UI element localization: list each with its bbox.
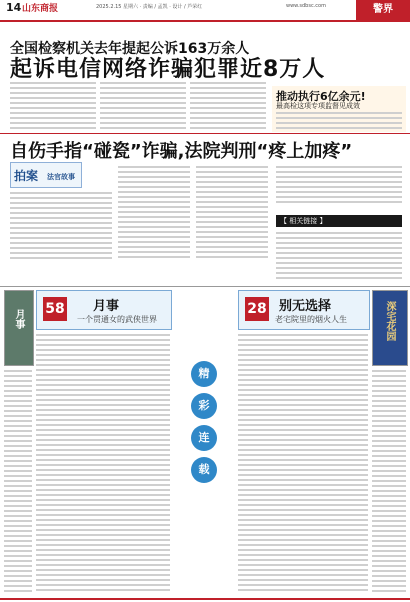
- feature-body-col-3: [196, 166, 268, 261]
- review-card-left: [36, 290, 172, 330]
- section-badge: 警界: [356, 0, 410, 20]
- seal-char-1: 精: [191, 361, 217, 387]
- masthead: [0, 0, 410, 14]
- review-left-body: [36, 334, 170, 594]
- paper-name: 山东商报: [22, 4, 59, 14]
- review-left-subtitle: 一个贯通女的武侠世界: [77, 315, 157, 324]
- review-left-number: 58: [43, 297, 67, 321]
- review-right-sidebar: [372, 370, 406, 595]
- column-title: 拍案: [14, 169, 39, 183]
- website: www.sdbsc.com: [286, 3, 326, 9]
- seal-char-2: 彩: [191, 393, 217, 419]
- column-box: [10, 162, 82, 188]
- side-story-tag: 推动执行6亿余元!: [276, 90, 366, 103]
- book-cover-left-title: 月事: [13, 309, 24, 329]
- review-card-right: [238, 290, 370, 330]
- lead-body-col-1: [10, 82, 96, 132]
- book-cover-right: [372, 290, 408, 366]
- page-number: 14: [6, 1, 22, 14]
- seal-char-3: 连: [191, 425, 217, 451]
- feature-body-col-2: [118, 166, 190, 261]
- feature-headline: 自伤手指“碰瓷”诈骗,法院判刑“疼上加疼”: [10, 141, 353, 162]
- review-right-number: 28: [245, 297, 269, 321]
- column-subtitle: 法官故事: [47, 173, 75, 181]
- lead-kicker: 全国检察机关去年提起公诉163万余人: [10, 41, 250, 57]
- serial-seal: [176, 355, 232, 485]
- book-cover-right-title: 深宅花园: [384, 301, 395, 341]
- feature-body-col-4: [276, 166, 402, 206]
- footer-rule: [0, 598, 410, 600]
- related-link-label: 【 相关链接 】: [276, 215, 402, 227]
- book-cover-left: [4, 290, 34, 366]
- review-left-title: 月事: [93, 299, 120, 314]
- side-story-subtitle: 最高检这项专项监督见成效: [276, 102, 360, 110]
- review-right-subtitle: 老宅院里的烟火人生: [275, 315, 347, 324]
- lead-headline: 起诉电信网络诈骗犯罪近8万人: [10, 57, 326, 82]
- side-story-body: [276, 112, 402, 132]
- issue-meta: 2025.2.15 星期六 · 责编 / 孟凯 · 设计 / 芦荣红: [96, 4, 203, 10]
- review-divider: [0, 286, 410, 287]
- review-right-body: [238, 334, 368, 594]
- review-left-sidebar: [4, 370, 32, 595]
- review-right-title: 别无选择: [279, 299, 332, 314]
- feature-body-col-1: [10, 192, 112, 262]
- lead-body-col-2: [100, 82, 186, 132]
- related-body: [276, 232, 402, 282]
- seal-char-4: 载: [191, 457, 217, 483]
- lead-body-col-3: [190, 82, 266, 132]
- section-rule: [0, 133, 410, 134]
- masthead-rule: [0, 20, 410, 22]
